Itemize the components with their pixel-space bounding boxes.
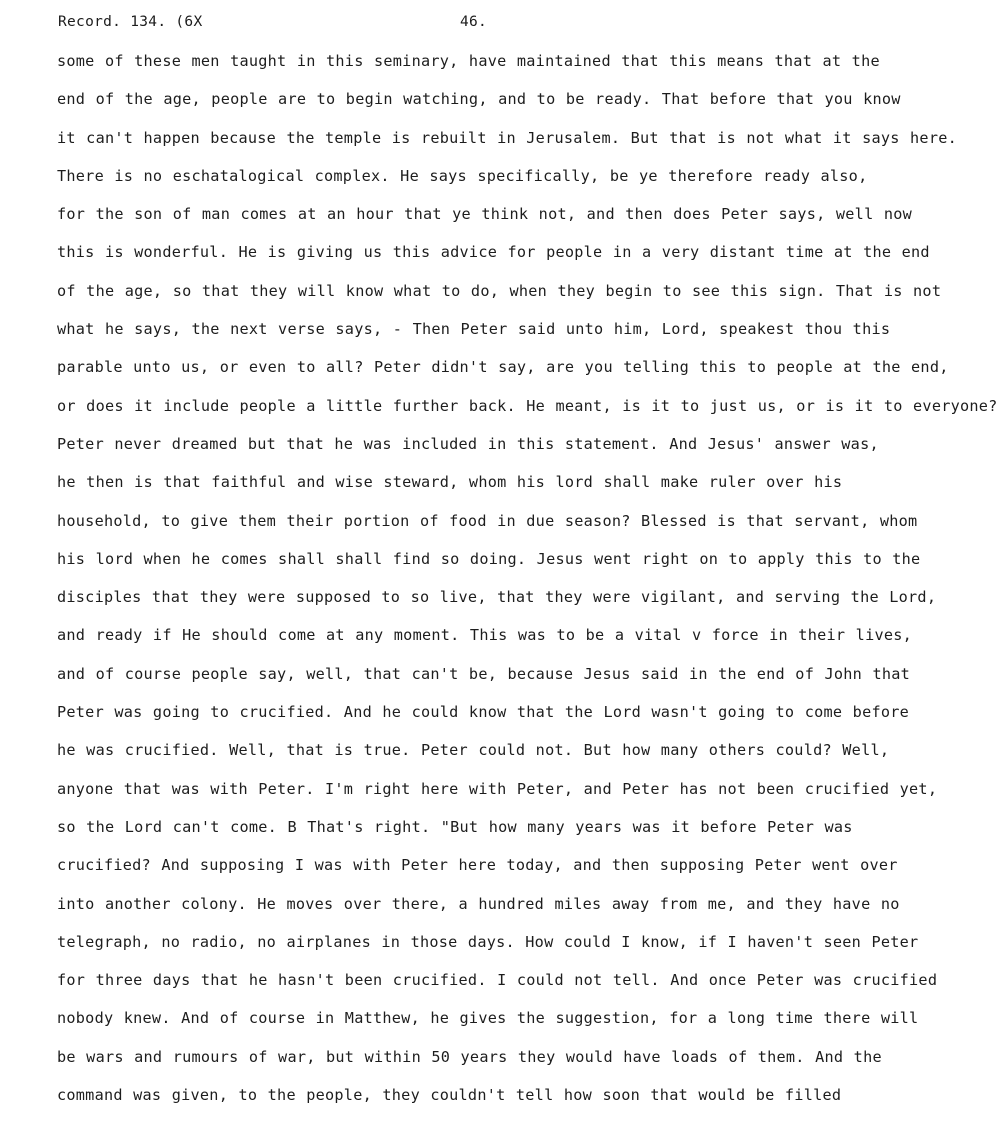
text-line: for the son of man comes at an hour that ye think not, and then does Peter says, well now <box>57 205 913 224</box>
text-line: some of these men taught in this seminary, have maintained that this means that at the <box>57 52 880 70</box>
text-line: so the Lord can't come. B That's right. "But how many years was it before Peter was <box>57 817 853 836</box>
page-number: 46. <box>460 14 488 30</box>
text-line: what he says, the next verse says, - Then Peter said unto him, Lord, speakest thou this <box>57 320 891 339</box>
text-line: and of course people say, well, that can't be, because Jesus said in the end of John that <box>57 664 911 683</box>
text-line: be wars and rumours of war, but within 50 years they would have loads of them. And the <box>57 1047 882 1066</box>
text-line: it can't happen because the temple is rebuilt in Jerusalem. But that is not what it says here. <box>57 128 958 147</box>
text-line: his lord when he comes shall shall find so doing. Jesus went right on to apply this to the <box>57 549 921 568</box>
text-line: he was crucified. Well, that is true. Peter could not. But how many others could? Well, <box>57 741 890 760</box>
record-label: Record. 134. (6X <box>58 14 203 30</box>
text-line: Peter never dreamed but that he was included in this statement. And Jesus' answer was, <box>57 434 879 453</box>
text-line: anyone that was with Peter. I'm right here with Peter, and Peter has not been crucified yet, <box>57 779 938 798</box>
text-line: into another colony. He moves over there, a hundred miles away from me, and they have no <box>57 894 900 913</box>
text-line: and ready if He should come at any moment. This was to be a vital v force in their lives, <box>57 626 913 645</box>
transcript-body <box>57 50 998 1122</box>
text-line: end of the age, people are to begin watching, and to be ready. That before that you know <box>57 90 901 109</box>
text-line: or does it include people a little further back. He meant, is it to just us, or is it to everyone? <box>57 396 998 415</box>
text-line: for three days that he hasn't been crucified. I could not tell. And once Peter was crucified <box>57 971 938 990</box>
text-line: nobody knew. And of course in Matthew, he gives the suggestion, for a long time there will <box>57 1009 919 1028</box>
text-line: crucified? And supposing I was with Peter here today, and then supposing Peter went over <box>57 856 898 875</box>
text-line: household, to give them their portion of food in due season? Blessed is that servant, whom <box>57 511 918 530</box>
text-line: disciples that they were supposed to so live, that they were vigilant, and serving the Lord, <box>57 588 937 607</box>
text-line: parable unto us, or even to all? Peter didn't say, are you telling this to people at the end, <box>57 358 949 377</box>
text-line: this is wonderful. He is giving us this advice for people in a very distant time at the end <box>57 243 930 262</box>
text-line: telegraph, no radio, no airplanes in those days. How could I know, if I haven't seen Peter <box>57 932 919 951</box>
text-line: command was given, to the people, they couldn't tell how soon that would be filled <box>57 1086 842 1105</box>
text-line: he then is that faithful and wise steward, whom his lord shall make ruler over his <box>57 473 843 492</box>
text-line: Peter was going to crucified. And he could know that the Lord wasn't going to come before <box>57 703 910 722</box>
text-line: of the age, so that they will know what to do, when they begin to see this sign. That is not <box>57 281 942 300</box>
text-line: There is no eschatalogical complex. He says specifically, be ye therefore ready also, <box>57 166 868 185</box>
page-header <box>58 14 838 36</box>
